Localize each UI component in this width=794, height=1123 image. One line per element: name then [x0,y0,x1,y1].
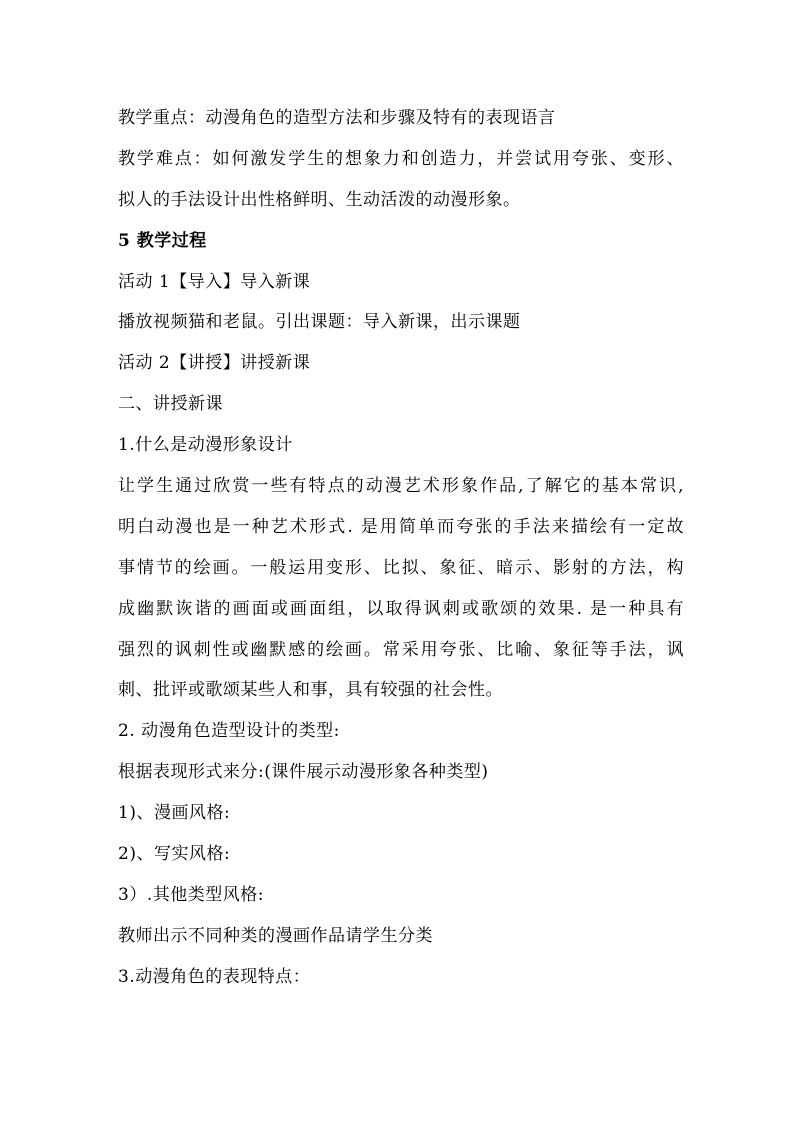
subsection-heading-new-lesson: 二、讲授新课 [118,394,223,415]
difficulty-line-2: 拟人的手法设计出性格鲜明、生动活泼的动漫形象。 [118,189,521,210]
document-body [118,98,684,998]
teacher-activity-line: 教师出示不同种类的漫画作品请学生分类 [118,925,433,946]
paragraph-line-5: 强烈的讽刺性或幽默感的绘画。常采用夸张、比喻、象征等手法，讽 [118,639,684,660]
paragraph-line-4: 成幽默诙谐的画面或画面组，以取得讽刺或歌颂的效果. 是一种具有 [118,598,684,619]
type-2-realistic-style: 2)、写实风格: [118,844,231,865]
paragraph-line-3: 事情节的绘画。一般运用变形、比拟、象征、暗示、影射的方法，构 [118,557,684,578]
key-points-line: 教学重点：动漫角色的造型方法和步骤及特有的表现语言 [118,108,556,128]
type-1-comic-style: 1)、漫画风格: [118,803,231,824]
paragraph-line-1: 让学生通过欣赏一些有特点的动漫艺术形象作品,了解它的基本常识, [118,476,684,497]
activity-1-title: 活动 1【导入】导入新课 [118,271,311,292]
activity-1-description: 播放视频猫和老鼠。引出课题：导入新课，出示课题 [118,312,521,333]
paragraph-line-2: 明白动漫也是一种艺术形式. 是用简单而夸张的手法来描绘有一定故 [118,516,684,537]
type-3-other-style: 3）.其他类型风格: [118,884,264,905]
activity-2-title: 活动 2【讲授】讲授新课 [118,353,311,374]
item-3-title: 3.动漫角色的表现特点： [118,966,311,987]
classification-intro: 根据表现形式来分:(课件展示动漫形象各种类型) [118,762,489,783]
item-1-title: 1.什么是动漫形象设计 [118,435,293,456]
item-2-title: 2. 动漫角色造型设计的类型: [118,721,340,742]
difficulty-line-1: 教学难点：如何激发学生的想象力和创造力，并尝试用夸张、变形、 [118,148,684,169]
paragraph-line-6: 刺、批评或歌颂某些人和事，具有较强的社会性。 [118,680,503,701]
section-heading-teaching-process: 5 教学过程 [118,230,207,251]
